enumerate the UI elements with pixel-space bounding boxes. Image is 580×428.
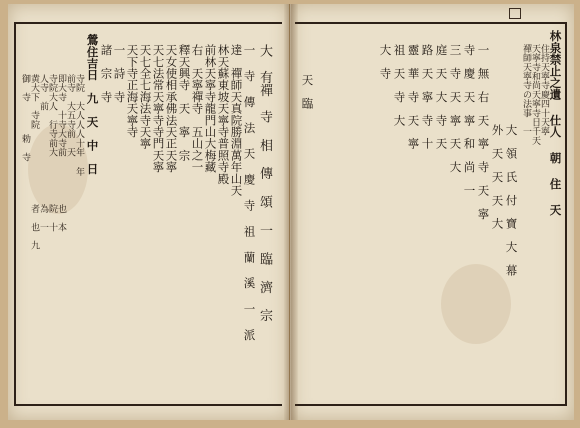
annotation-column: 寺院大人 行寺前大	[47, 74, 57, 157]
paper-stain	[441, 264, 511, 344]
annotation-column: 勅 寺	[20, 134, 30, 162]
section-heading: 林泉禁止之遺 仕人 朝 住 天	[548, 30, 563, 216]
right-top-rule	[295, 22, 567, 24]
annotation-column: 前寺 大五寺前 天	[65, 74, 75, 157]
text-column: 大 領 氏 付 寶 大 幕	[504, 124, 519, 277]
page-notch	[509, 8, 521, 19]
text-column: 天七法常天寧寺寺門天寧	[151, 44, 166, 173]
book-gutter	[284, 4, 298, 420]
text-column: 大 寺	[378, 44, 393, 80]
text-column: 庭 天 大 寺 天	[434, 44, 449, 150]
text-column: 外 天 天 天 大	[490, 124, 505, 230]
left-page	[8, 4, 290, 420]
left-outer-rule	[14, 22, 16, 405]
text-column: 三 寺 天 寧 天 大	[448, 44, 463, 173]
text-column: 靈 華 寺 天 寧	[406, 44, 421, 150]
annotation-column: 院 十	[47, 204, 57, 232]
annotation-column: 寺院 大人人人十年 年	[74, 74, 84, 177]
text-column: 達 禪師天真院勝淵萬年山天	[229, 44, 244, 197]
text-column: 諸 宗 寺	[99, 44, 114, 103]
text-column: 祖 天 寺 大	[392, 44, 407, 126]
annotation-column: 禪師天寧寺の法事 一	[521, 44, 531, 136]
text-column: 一 寺 傳 法 天 慶 寺 祖 蘭 溪 一 派	[242, 44, 257, 341]
text-column: 林天蘇東坡天寧寺普照寺殿	[216, 44, 231, 185]
right-bottom-rule	[295, 404, 567, 406]
text-column: 天 臨	[300, 74, 315, 110]
text-column: 天七全七海法寺天寧	[138, 44, 153, 150]
annotation-column: 為 一	[38, 204, 48, 232]
annotation-column: 天寧寺和尚天寧寺日千天	[530, 44, 540, 146]
left-top-rule	[14, 22, 282, 24]
text-column: 右 天寧禪寺 五山之一	[190, 44, 205, 173]
section-heading: 鶯住吉日 九 天 中 日	[85, 34, 100, 175]
annotation-column: 也 本	[56, 204, 66, 232]
annotation-column: 黄大下 寺院	[29, 74, 39, 130]
open-book	[8, 4, 574, 420]
annotation-column: 者 也 九	[29, 204, 39, 250]
text-column: 寺 慶 天 寧 和 尚 一	[462, 44, 477, 197]
annotation-column: 御 寺	[20, 74, 30, 102]
text-column: 前林天寧寺龍門山大梅藏	[203, 44, 218, 173]
text-column: 天下寺正海天寧寺	[125, 44, 140, 138]
left-bottom-rule	[14, 404, 282, 406]
annotation-column: 人寺 前	[38, 74, 48, 111]
right-outer-rule	[565, 22, 567, 405]
text-column: 釋天興寺 天 寧 宗	[177, 44, 192, 161]
text-column: 大 有禪 寺 相 傳 頌 一 臨 濟 宗	[257, 44, 272, 322]
annotation-column: 即大寺 十寺大寺前	[56, 74, 66, 157]
text-column: 天女使相承佛法天正天寧	[164, 44, 179, 173]
annotation-column: 住持天寧寺慶四十天寧	[539, 44, 549, 136]
text-column: 一 詩 寺	[112, 44, 127, 103]
right-page	[291, 4, 574, 420]
text-column: 路 天 寧 寺 十	[420, 44, 435, 150]
text-column: 一 無 右 天 寧 寺 天 寧	[476, 44, 491, 220]
